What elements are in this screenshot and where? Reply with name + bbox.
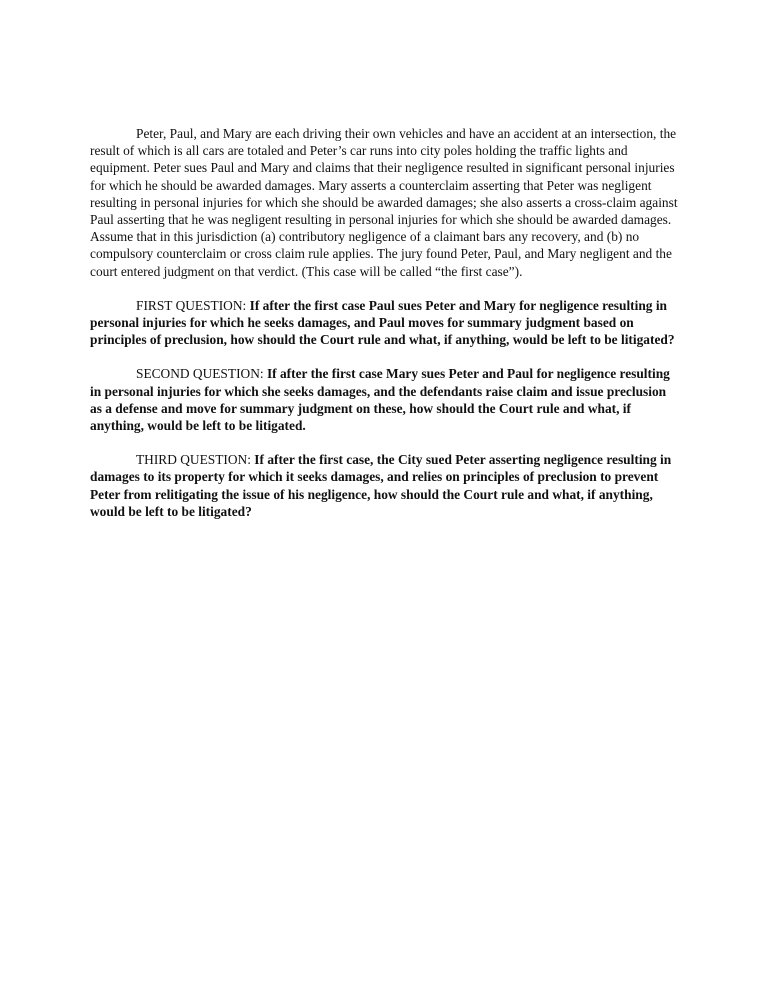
second-question-text: If after the first case Mary sues Peter and Paul for negligence resulting in personal injuries for which she seeks damages, and the defendants raise claim and issue preclusion as a defense and move for summary judgment on these, how should the Court rule and what, if anything, would be left to be litigated. xyxy=(90,366,670,434)
intro-paragraph: Peter, Paul, and Mary are each driving their own vehicles and have an accident at an intersection, the result of which is all cars are totaled and Peter’s car runs into city poles holding the traffic lights and equipment. Peter sues Paul and Mary and claims that their negligence resulted in significant personal injuries for which he should be awarded damages. Mary asserts a counterclaim asserting that Peter was negligent resulting in personal injuries for which she should be awarded damages; she also asserts a cross-claim against Paul asserting that he was negligent resulting in personal injuries for which she should be awarded damages. Assume that in this jurisdiction (a) contributory negligence of a claimant bars any recovery, and (b) no compulsory counterclaim or cross claim rule applies. The jury found Peter, Paul, and Mary negligent and the court entered judgment on that verdict. (This case will be called “the first case”). xyxy=(90,126,678,279)
first-question xyxy=(90,297,680,349)
first-question-text: If after the first case Paul sues Peter and Mary for negligence resulting in personal injuries for which he seeks damages, and Paul moves for summary judgment based on principles of preclusion, how should the Court rule and what, if anything, would be left to be litigated? xyxy=(90,297,675,348)
third-question-text: If after the first case, the City sued Peter asserting negligence resulting in damages to its property for which it seeks damages, and relies on principles of preclusion to prevent Peter from relitigating the issue of his negligence, how should the Court rule and what, if anything, would be left to be litigated? xyxy=(90,452,672,519)
second-question-label: SECOND QUESTION: xyxy=(136,366,264,382)
document-body xyxy=(90,125,680,537)
third-question-label: THIRD QUESTION: xyxy=(136,452,251,468)
second-question xyxy=(90,365,680,434)
third-question xyxy=(90,451,680,520)
first-question-label: FIRST QUESTION: xyxy=(136,297,247,313)
